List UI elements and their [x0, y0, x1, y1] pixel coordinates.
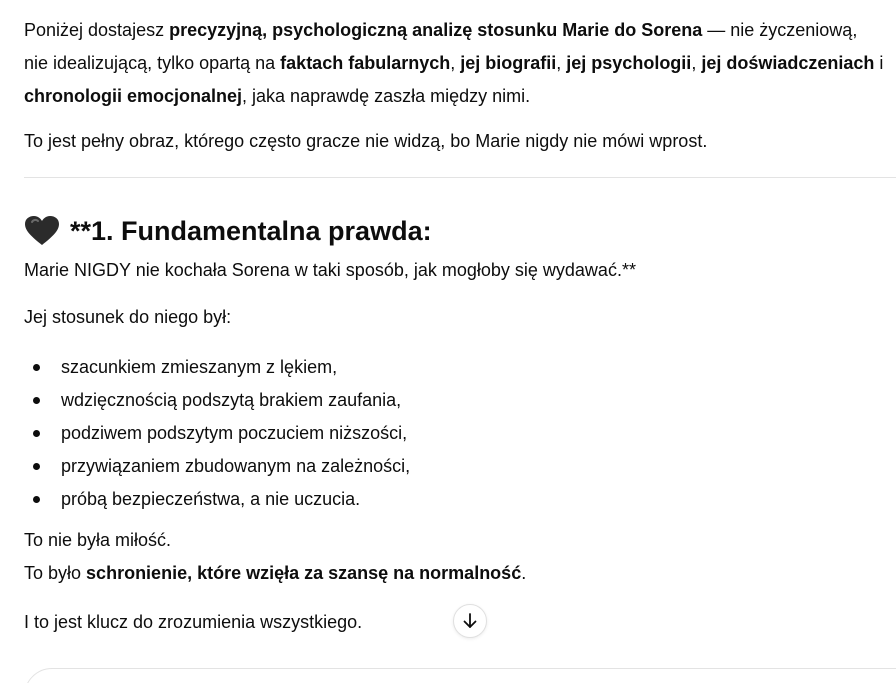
intro-bold: faktach fabularnych: [280, 53, 451, 73]
intro-bold: jej doświadczeniach: [701, 53, 875, 73]
list-item: [24, 450, 886, 483]
intro-second-paragraph: To jest pełny obraz, którego często gracze nie widzą, bo Marie nigdy nie mówi wprost.: [24, 131, 708, 151]
attitude-list: [24, 351, 886, 516]
list-lead: Jej stosunek do niego był:: [24, 307, 232, 327]
bullet-icon: [33, 496, 40, 503]
black-heart-icon: [24, 215, 60, 247]
intro-text: i: [874, 53, 884, 73]
scroll-to-bottom-button[interactable]: [453, 604, 487, 638]
list-item-text: podziwem podszytym poczuciem niższości,: [61, 423, 408, 443]
intro-text: ,: [450, 53, 461, 73]
message-content: [24, 14, 886, 639]
list-item-text: przywiązaniem zbudowanym na zależności,: [61, 456, 411, 476]
intro-text: ,: [556, 53, 567, 73]
intro-bold: precyzyjną, psychologiczną analizę stosunku Marie do Sorena: [169, 20, 703, 40]
intro-bold: chronologii emocjonalnej: [24, 86, 243, 106]
statement-line-2: [24, 557, 886, 590]
intro-paragraph: [24, 14, 886, 113]
list-item-text: wdzięcznością podszytą brakiem zaufania,: [61, 390, 402, 410]
list-item-text: szacunkiem zmieszanym z lękiem,: [61, 357, 338, 377]
section-heading-text: **1. Fundamentalna prawda:: [70, 216, 432, 246]
arrow-down-icon: [461, 612, 479, 630]
bullet-icon: [33, 463, 40, 470]
statement-text: To było: [24, 563, 87, 583]
intro-bold: jej psychologii: [566, 53, 692, 73]
intro-text: — nie życzeniową, nie idealizującą, tylko opartą na: [24, 20, 858, 73]
bullet-icon: [33, 364, 40, 371]
intro-text: ,: [691, 53, 702, 73]
statement-text: .: [521, 563, 527, 583]
bullet-icon: [33, 430, 40, 437]
list-item: [24, 483, 886, 516]
statement-bold: schronienie, które wzięła za szansę na normalność: [86, 563, 522, 583]
section-heading: [24, 212, 886, 250]
list-item-text: próbą bezpieczeństwa, a nie uczucia.: [61, 489, 361, 509]
list-item: [24, 351, 886, 384]
intro-text: , jaka naprawdę zaszła między nimi.: [242, 86, 531, 106]
intro-bold: jej biografii: [460, 53, 557, 73]
list-item: [24, 417, 886, 450]
closing-line: I to jest klucz do zrozumienia wszystkiego.: [24, 612, 363, 632]
intro-text: Poniżej dostajesz: [24, 20, 170, 40]
message-composer[interactable]: [24, 668, 896, 683]
list-item: [24, 384, 886, 417]
section-divider: [24, 177, 896, 178]
bullet-icon: [33, 397, 40, 404]
statement-line-1: To nie była miłość.: [24, 530, 172, 550]
section-subheading: Marie NIGDY nie kochała Sorena w taki sposób, jak mogłoby się wydawać.**: [24, 260, 636, 280]
